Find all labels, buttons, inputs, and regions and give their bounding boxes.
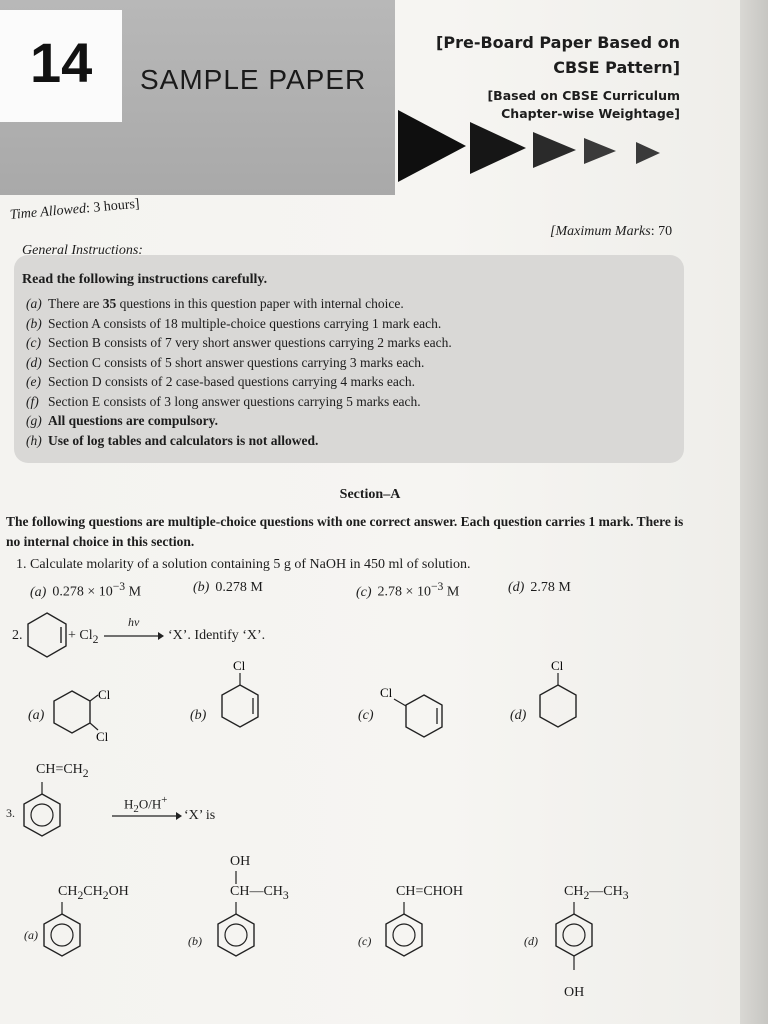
maximum-marks <box>550 224 672 240</box>
q3-option-c-substituent: CH=CHOH <box>396 884 464 899</box>
option-text: 0.278 M <box>215 580 263 595</box>
option-label: (a) <box>30 584 47 600</box>
q3-option-a-benzene-icon <box>42 900 90 970</box>
instruction-item <box>26 394 452 414</box>
q3-option-c-benzene-icon <box>384 900 432 970</box>
max-marks-value: : 70 <box>650 224 673 239</box>
instruction-item <box>26 316 452 336</box>
q3-option-b-benzene-icon <box>216 900 264 970</box>
group-subscript: 3 <box>282 888 289 902</box>
q3-substituent <box>36 762 89 780</box>
instruction-label: (g) <box>26 413 42 428</box>
group-text: OH <box>108 884 129 899</box>
instruction-text: Use of log tables and calculators is not allowed. <box>48 432 319 448</box>
instruction-item <box>26 433 452 453</box>
preboard-note <box>420 30 680 80</box>
group-subscript: 2 <box>102 888 109 902</box>
instruction-item <box>26 296 452 316</box>
q3-option-d-oh: OH <box>564 985 585 1000</box>
q2-option-a-structure-icon <box>44 685 116 747</box>
group-subscript: 2 <box>583 888 590 902</box>
q1-option-b <box>193 580 263 596</box>
instruction-label: (h) <box>26 432 42 448</box>
group-text: CH—CH <box>230 884 283 899</box>
q2-option-c-structure-icon <box>378 683 458 745</box>
cl-label: Cl <box>96 729 109 744</box>
q2-option-d-label: (d) <box>510 708 527 723</box>
group-subscript: 3 <box>622 888 629 902</box>
cl-label: Cl <box>551 658 564 673</box>
q1-option-a <box>30 580 141 601</box>
arrow-decoration <box>398 108 668 188</box>
bond-icon <box>230 871 240 885</box>
instruction-text: Section E consists of 3 long answer questions carrying 5 marks each. <box>48 393 421 409</box>
q3-tail: ‘X’ is <box>184 808 216 823</box>
q2-option-a-label: (a) <box>28 708 45 723</box>
substituent-text: CH=CH <box>36 762 83 777</box>
max-marks-label: [Maximum Marks <box>550 224 651 239</box>
instruction-text: Section D consists of 2 case-based questions carrying 4 marks each. <box>48 374 416 389</box>
instruction-label: (c) <box>26 335 41 350</box>
q3-option-d-label: (d) <box>524 934 538 948</box>
instruction-text: questions in this question paper with internal choice. <box>116 296 404 311</box>
instruction-label: (b) <box>26 315 42 331</box>
paper-number: 14 <box>30 31 93 94</box>
instruction-text: Section A consists of 18 multiple-choice questions carrying 1 mark each. <box>48 315 442 331</box>
reagent-text: H <box>124 796 134 812</box>
q3-option-c-label: (c) <box>358 934 372 948</box>
q3-option-b-oh: OH <box>230 854 251 869</box>
q1-option-d <box>508 580 571 596</box>
time-allowed-value: : 3 hours] <box>85 196 141 217</box>
instruction-text: Section C consists of 5 short answer questions carrying 3 marks each. <box>48 354 425 370</box>
instructions-read-line: Read the following instructions carefully. <box>22 272 268 287</box>
arrow-2-icon <box>470 122 526 174</box>
option-text: 0.278 × 10 <box>52 584 113 600</box>
section-a-intro: The following questions are multiple-choice questions with one correct answer. Each question carries 1 mark. There is no internal choice in this section. <box>6 514 684 549</box>
reagent-subscript: 2 <box>133 802 139 815</box>
option-superscript: −3 <box>430 580 444 593</box>
arrow-3-icon <box>533 132 576 168</box>
arrow-5-icon <box>636 142 660 164</box>
q2-tail: ‘X’. Identify ‘X’. <box>168 628 266 643</box>
q2-option-c-label: (c) <box>358 708 374 723</box>
instruction-item <box>26 335 452 355</box>
option-label: (c) <box>356 584 372 600</box>
group-text: CH <box>58 884 78 899</box>
instruction-text: There are <box>48 296 103 311</box>
q1-option-c <box>356 580 459 601</box>
q2-reagent <box>68 628 98 646</box>
q3-option-b-label: (b) <box>188 934 202 948</box>
option-label: (b) <box>193 580 210 595</box>
reagent-text: + Cl <box>68 628 93 643</box>
substituent-subscript: 2 <box>82 766 89 780</box>
option-label: (d) <box>508 580 525 595</box>
instruction-label: (e) <box>26 374 41 389</box>
cl-label: Cl <box>233 658 246 673</box>
page-edge <box>740 0 768 1024</box>
q2-condition: hv <box>128 615 140 629</box>
option-text: 2.78 M <box>530 580 571 595</box>
q2-option-b-structure-icon <box>216 655 272 740</box>
arrow-4-icon <box>584 138 616 164</box>
instruction-item <box>26 374 452 394</box>
group-subscript: 2 <box>77 888 84 902</box>
reaction-arrow-icon <box>112 810 182 822</box>
curriculum-line-1: [Based on CBSE Curriculum <box>487 88 680 103</box>
group-text: —CH <box>589 884 623 899</box>
cl-label: Cl <box>380 685 393 700</box>
group-text: CH <box>83 884 103 899</box>
option-text: 2.78 × 10 <box>377 584 431 600</box>
styrene-icon <box>22 780 70 850</box>
sample-paper-title: SAMPLE PAPER <box>140 64 367 95</box>
question-1 <box>16 557 471 573</box>
instructions-list <box>26 296 452 452</box>
instruction-text: All questions are compulsory. <box>48 413 219 428</box>
q2-option-d-structure-icon <box>534 655 590 740</box>
cl-label: Cl <box>98 687 111 702</box>
instruction-item <box>26 413 452 433</box>
time-allowed-label: Time Allowed <box>9 201 87 223</box>
reagent-subscript: 2 <box>92 632 99 646</box>
section-a-heading: Section–A <box>339 487 401 502</box>
q3-option-d-benzene-icon <box>554 900 602 982</box>
instruction-bold: 35 <box>102 296 117 311</box>
question-2-number: 2. <box>12 628 23 643</box>
arrow-1-icon <box>398 110 466 182</box>
option-unit: M <box>443 584 460 600</box>
option-superscript: −3 <box>112 580 126 593</box>
instruction-item <box>26 355 452 375</box>
instruction-label: (d) <box>26 354 42 370</box>
group-text: CH <box>564 884 584 899</box>
preboard-line-1: [Pre-Board Paper Based on <box>436 33 680 52</box>
reaction-arrow-icon <box>104 630 164 642</box>
option-unit: M <box>125 584 142 600</box>
reagent-superscript: + <box>161 794 168 806</box>
instruction-label: (f) <box>26 393 39 409</box>
curriculum-line-2: Chapter-wise Weightage] <box>501 106 680 121</box>
instructions-heading: General Instructions: <box>22 243 143 258</box>
question-3-number: 3. <box>6 806 15 820</box>
cyclohexene-reactant-icon <box>24 610 70 660</box>
q2-option-b-label: (b) <box>190 708 207 723</box>
reagent-text: O/H <box>138 796 162 812</box>
question-number: 1. <box>16 557 27 572</box>
preboard-line-2: CBSE Pattern] <box>553 58 680 77</box>
question-text: Calculate molarity of a solution containing 5 g of NaOH in 450 ml of solution. <box>30 557 471 572</box>
instruction-label: (a) <box>26 296 42 311</box>
instruction-text: Section B consists of 7 very short answer questions carrying 2 marks each. <box>48 335 452 350</box>
q3-option-a-label: (a) <box>24 928 38 942</box>
